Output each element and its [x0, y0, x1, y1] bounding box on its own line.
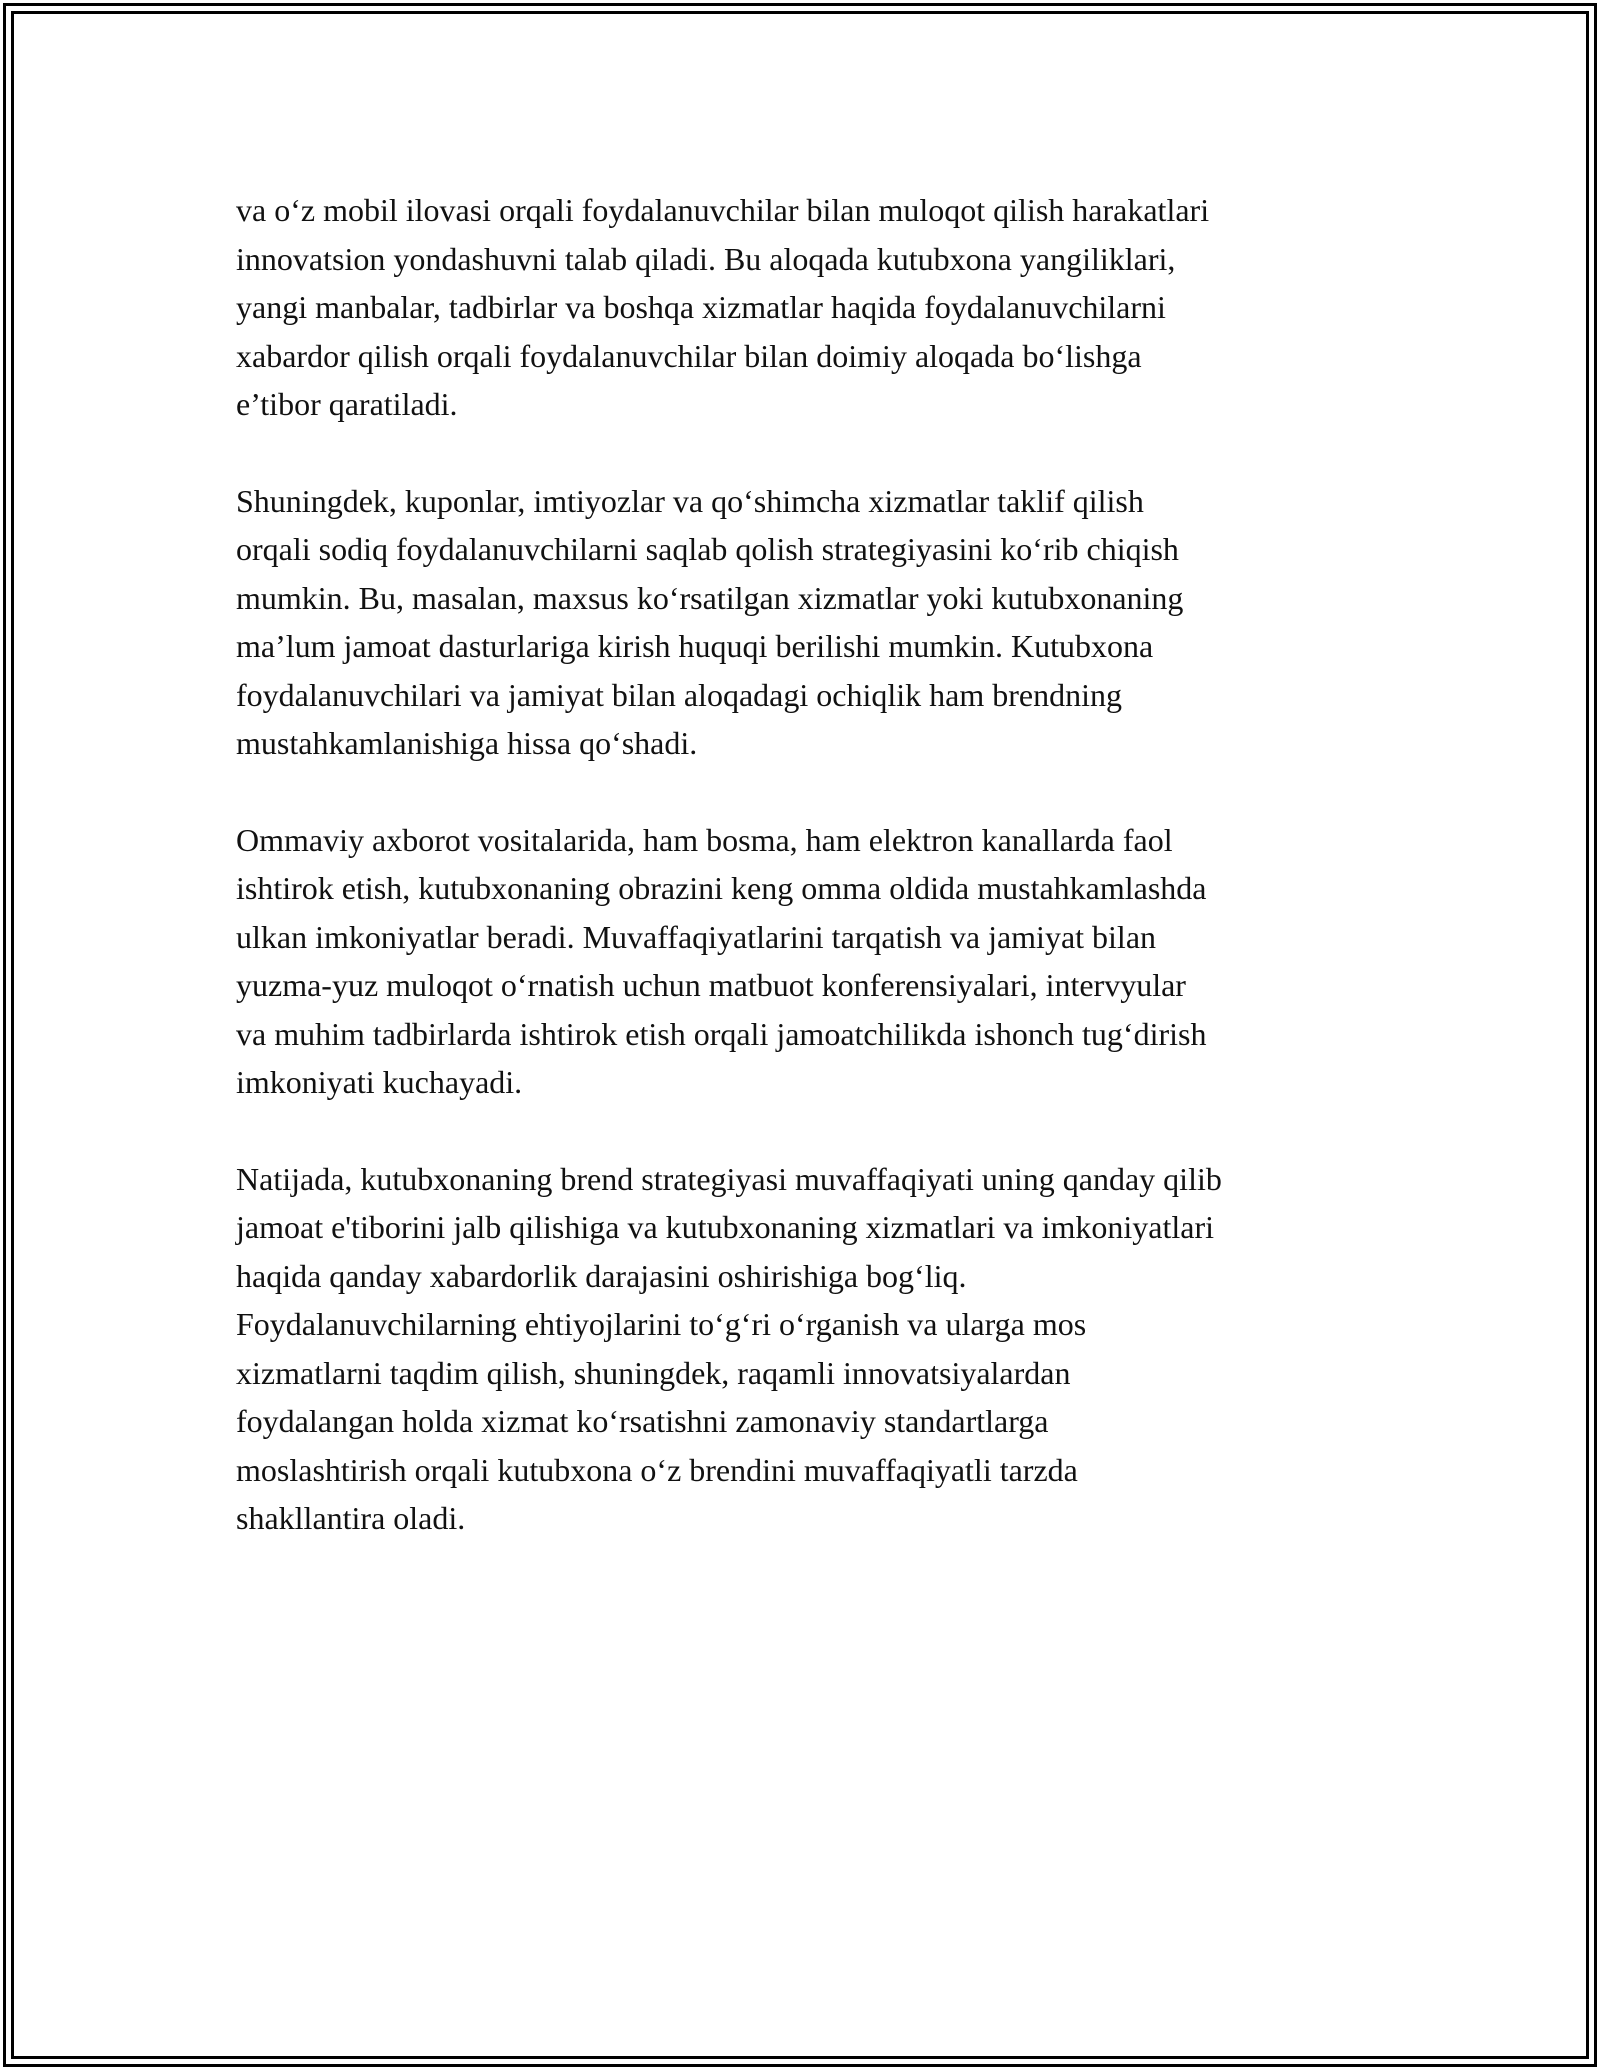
text-line: imkoniyati kuchayadi. [236, 1064, 523, 1100]
text-line: Shuningdek, kuponlar, imtiyozlar va qo‘shimcha xizmatlar taklif qilish [236, 482, 1144, 519]
text-line: foydalanuvchilari va jamiyat bilan aloqadagi ochiqlik ham brendning [236, 676, 1122, 713]
text-line: Natijada, kutubxonaning brend strategiyasi muvaffaqiyati uning qanday qilib [236, 1160, 1222, 1197]
text-line: ishtirok etish, kutubxonaning obrazini keng omma oldida mustahkamlashda [236, 870, 1207, 906]
text-line: jamoat e'tiborini jalb qilishiga va kutubxonaning xizmatlari va imkoniyatlari [236, 1209, 1214, 1245]
text-line: foydalangan holda xizmat ko‘rsatishni zamonaviy standartlarga [236, 1403, 1049, 1439]
text-line: shakllantira oladi. [236, 1500, 466, 1536]
text-line: Ommaviy axborot vositalarida, ham bosma, ham elektron kanallarda faol [236, 821, 1173, 858]
text-line: Foydalanuvchilarning ehtiyojlarini to‘g‘ri o‘rganish va ularga mos [236, 1306, 1087, 1342]
text-line: mumkin. Bu, masalan, maxsus ko‘rsatilgan xizmatlar yoki kutubxonaning [236, 579, 1184, 616]
document-body [236, 186, 1386, 1591]
paragraph-3 [236, 816, 1386, 1107]
text-line: xabardor qilish orqali foydalanuvchilar bilan doimiy aloqada bo‘lishga [236, 337, 1142, 374]
paragraph-2 [236, 477, 1386, 768]
text-line: moslashtirish orqali kutubxona o‘z brendini muvaffaqiyatli tarzda [236, 1451, 1078, 1488]
text-line: ma’lum jamoat dasturlariga kirish huquqi berilishi mumkin. Kutubxona [236, 628, 1154, 664]
text-line: yangi manbalar, tadbirlar va boshqa xizmatlar haqida foydalanuvchilarni [236, 289, 1166, 325]
text-line: ulkan imkoniyatlar beradi. Muvaffaqiyatlarini tarqatish va jamiyat bilan [236, 918, 1157, 955]
text-line: mustahkamlanishiga hissa qo‘shadi. [236, 725, 698, 761]
text-line: orqali sodiq foydalanuvchilarni saqlab qolish strategiyasini ko‘rib chiqish [236, 531, 1179, 567]
paragraph-4 [236, 1155, 1386, 1543]
text-line: innovatsion yondashuvni talab qiladi. Bu aloqada kutubxona yangiliklari, [236, 240, 1176, 277]
text-line: yuzma-yuz muloqot o‘rnatish uchun matbuot konferensiyalari, intervyular [236, 967, 1186, 1003]
text-line: xizmatlarni taqdim qilish, shuningdek, raqamli innovatsiyalardan [236, 1354, 1071, 1391]
text-line: haqida qanday xabardorlik darajasini oshirishiga bog‘liq. [236, 1257, 967, 1294]
text-line: va muhim tadbirlarda ishtirok etish orqali jamoatchilikda ishonch tug‘dirish [236, 1015, 1207, 1052]
paragraph-1 [236, 186, 1386, 429]
text-line: e’tibor qaratiladi. [236, 386, 458, 422]
text-line: va o‘z mobil ilovasi orqali foydalanuvchilar bilan muloqot qilish harakatlari [236, 192, 1210, 228]
